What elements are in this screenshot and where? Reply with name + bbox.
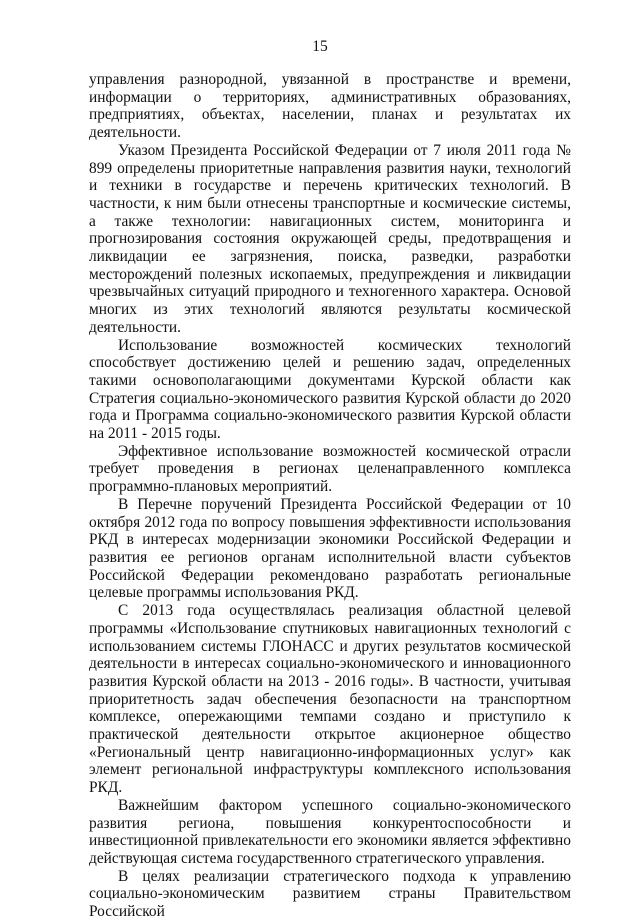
page-number: 15 (312, 38, 328, 55)
paragraph-presidential-decree: Указом Президента Российской Федерации от 7 июля 2011 года № 899 определены приоритетные направления развития науки, технологий и техники в государстве и перечень критических технологий. В частности, к ним были отнесены транспортные и космические системы, а также технологии: навигационных систем, мониторинга и прогнозирования состояния окружающей среды, предотвращения и ликвидации ее загрязнения, поиска, разведки, разработки месторождений полезных ископаемых, предупреждения и ликвидации чрезвычайных ситуаций природного и техногенного характера. Основой многих из этих технологий являются результаты космической деятельности. (89, 141, 571, 336)
paragraph-continuation: управления разнородной, увязанной в пространстве и времени, информации о территориях, административных образованиях, предприятиях, объектах, населении, планах и результатах их деятельности. (89, 71, 571, 142)
paragraph-government-approach: В целях реализации стратегического подхода к управлению социально-экономическим развитием страны Правительством Российской (89, 867, 571, 921)
paragraph-strategic-management: Важнейшим фактором успешного социально-экономического развития региона, повышения конкурентоспособности и инвестиционной привлекательности его экономики является эффективно действующая система государственного стратегического управления. (89, 796, 571, 867)
paragraph-regional-program: С 2013 года осуществлялась реализация областной целевой программы «Использование спутниковых навигационных технологий с использованием системы ГЛОНАСС и других результатов космической деятельности в интересах социально-экономического и инновационного развития Курской области на 2013 - 2016 годы». В частности, учитывая приоритетность задач обеспечения безопасности на транспортном комплексе, опережающими темпами создано и приступило к практической деятельности открытое акционерное общество «Региональный центр навигационно-информационных услуг» как элемент региональной инфраструктуры комплексного использования РКД. (89, 602, 571, 797)
paragraph-presidential-instructions: В Перечне поручений Президента Российской Федерации от 10 октября 2012 года по вопросу повышения эффективности использования РКД в интересах модернизации экономики Российской Федерации и развития ее регионов органам исполнительной власти субъектов Российской Федерации рекомендовано разработать региональные целевые программы использования РКД. (89, 495, 571, 602)
paragraph-space-technologies: Использование возможностей космических технологий способствует достижению целей и решению задач, определенных такими основополагающими документами Курской области как Стратегия социально-экономического развития Курской области до 2020 года и Программа социально-экономического развития Курской области на 2011 - 2015 годы. (89, 336, 571, 443)
paragraph-space-industry: Эффективное использование возможностей космической отрасли требует проведения в регионах целенаправленного комплекса программно-плановых мероприятий. (89, 442, 571, 496)
document-body (89, 71, 571, 921)
